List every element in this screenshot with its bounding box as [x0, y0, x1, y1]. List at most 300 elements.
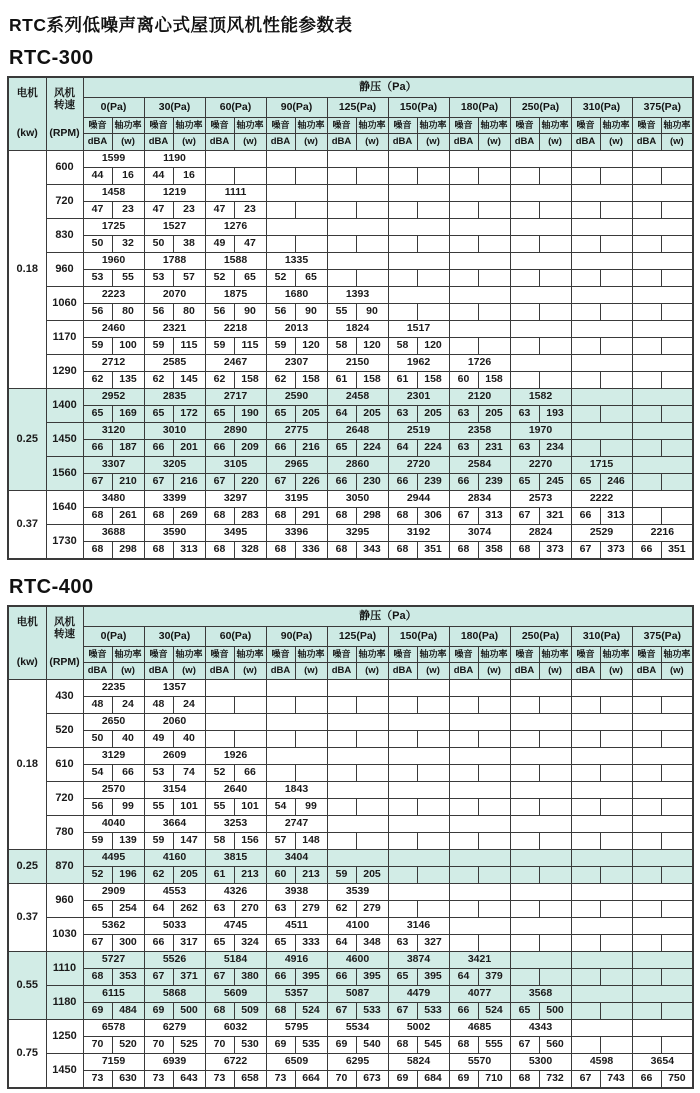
- shaft-power-header-8: 轴功率: [600, 118, 632, 134]
- airflow-cell: [571, 321, 632, 338]
- airflow-cell: 1219: [144, 185, 205, 202]
- noise-cell: [632, 765, 661, 782]
- shaft-power-cell: [417, 202, 449, 219]
- noise-cell: 68: [205, 508, 234, 525]
- shaft-power-cell: [478, 765, 510, 782]
- section-title-rtc-400: RTC-400: [9, 576, 94, 598]
- noise-cell: [632, 969, 661, 986]
- airflow-cell: 3874: [388, 952, 449, 969]
- shaft-power-cell: 224: [356, 440, 388, 457]
- shaft-power-cell: [600, 1003, 632, 1020]
- shaft-power-cell: 484: [112, 1003, 144, 1020]
- shaft-power-cell: 684: [417, 1071, 449, 1089]
- fan-speed-cell: 1060: [46, 287, 83, 321]
- shaft-power-cell: 317: [173, 935, 205, 952]
- noise-power-row: [8, 440, 693, 457]
- fan-speed-cell: 1180: [46, 986, 83, 1020]
- shaft-power-cell: [417, 270, 449, 287]
- header-row-static-pressure: [8, 606, 693, 627]
- noise-unit-header-4: dBA: [327, 663, 356, 680]
- airflow-cell: 1960: [83, 253, 144, 270]
- shaft-power-header-7: 轴功率: [539, 647, 571, 663]
- noise-cell: 69: [266, 1037, 295, 1054]
- noise-cell: 67: [83, 474, 112, 491]
- airflow-cell: [571, 389, 632, 406]
- noise-cell: 67: [144, 969, 173, 986]
- fan-speed-cell: 720: [46, 185, 83, 219]
- airflow-cell: [632, 389, 693, 406]
- airflow-cell: 4598: [571, 1054, 632, 1071]
- airflow-cell: [632, 782, 693, 799]
- noise-cell: [510, 969, 539, 986]
- shaft-power-cell: 710: [478, 1071, 510, 1089]
- shaft-power-cell: 190: [234, 406, 266, 423]
- shaft-power-cell: [417, 765, 449, 782]
- motor-column-header-text: [9, 612, 46, 674]
- airflow-cell: [571, 782, 632, 799]
- motor-column-header: [8, 77, 46, 151]
- noise-unit-header-8: dBA: [571, 134, 600, 151]
- noise-cell: 68: [510, 542, 539, 560]
- airflow-cell: [510, 748, 571, 765]
- shaft-power-cell: [417, 304, 449, 321]
- shaft-power-cell: [478, 270, 510, 287]
- airflow-row: [8, 457, 693, 474]
- shaft-power-cell: 298: [356, 508, 388, 525]
- shaft-power-cell: 135: [112, 372, 144, 389]
- airflow-cell: 1393: [327, 287, 388, 304]
- shaft-power-cell: [600, 202, 632, 219]
- noise-unit-header-1: dBA: [144, 134, 173, 151]
- shaft-power-cell: [661, 168, 693, 185]
- pressure-column-header-9: 375(Pa): [632, 627, 693, 647]
- shaft-power-header-6: 轴功率: [478, 118, 510, 134]
- shaft-power-cell: 16: [112, 168, 144, 185]
- shaft-power-cell: 226: [295, 474, 327, 491]
- noise-cell: 65: [205, 406, 234, 423]
- airflow-cell: 3129: [83, 748, 144, 765]
- noise-cell: [571, 867, 600, 884]
- airflow-cell: 1588: [205, 253, 266, 270]
- page-title: RTC系列低噪声离心式屋顶风机性能参数表: [9, 15, 353, 35]
- airflow-cell: 1680: [266, 287, 327, 304]
- pressure-column-header-8: 310(Pa): [571, 98, 632, 118]
- shaft-power-cell: 148: [295, 833, 327, 850]
- shaft-power-cell: [600, 731, 632, 748]
- shaft-power-cell: 643: [173, 1071, 205, 1089]
- shaft-power-cell: [417, 901, 449, 918]
- shaft-power-cell: [295, 731, 327, 748]
- shaft-power-cell: 65: [295, 270, 327, 287]
- airflow-cell: [510, 782, 571, 799]
- noise-cell: 64: [327, 406, 356, 423]
- shaft-power-cell: [478, 731, 510, 748]
- airflow-cell: [571, 151, 632, 168]
- noise-cell: 67: [205, 474, 234, 491]
- noise-cell: [571, 440, 600, 457]
- noise-cell: 73: [83, 1071, 112, 1089]
- noise-power-row: [8, 168, 693, 185]
- noise-cell: 69: [388, 1071, 417, 1089]
- shaft-power-cell: [478, 168, 510, 185]
- noise-cell: 50: [83, 731, 112, 748]
- shaft-power-cell: [295, 168, 327, 185]
- shaft-power-cell: 224: [417, 440, 449, 457]
- noise-cell: 64: [388, 440, 417, 457]
- noise-cell: 65: [144, 406, 173, 423]
- noise-cell: [632, 372, 661, 389]
- airflow-cell: 5824: [388, 1054, 449, 1071]
- shaft-power-cell: 664: [295, 1071, 327, 1089]
- noise-cell: 49: [144, 731, 173, 748]
- airflow-cell: [632, 151, 693, 168]
- airflow-cell: [266, 748, 327, 765]
- noise-cell: 63: [510, 440, 539, 457]
- noise-cell: 68: [327, 508, 356, 525]
- noise-cell: [388, 236, 417, 253]
- shaft-power-header-4: 轴功率: [356, 647, 388, 663]
- airflow-cell: [510, 918, 571, 935]
- fan-speed-cell: 1450: [46, 423, 83, 457]
- shaft-power-cell: 530: [234, 1037, 266, 1054]
- noise-cell: [449, 202, 478, 219]
- noise-cell: [327, 833, 356, 850]
- airflow-cell: 4479: [388, 986, 449, 1003]
- noise-cell: [571, 236, 600, 253]
- noise-header-3: 噪音: [266, 647, 295, 663]
- pressure-column-header-3: 90(Pa): [266, 98, 327, 118]
- fan-speed-cell: 520: [46, 714, 83, 748]
- shaft-power-cell: [600, 901, 632, 918]
- airflow-cell: 2965: [266, 457, 327, 474]
- static-pressure-header: 静压（Pa）: [83, 77, 693, 98]
- airflow-cell: [327, 850, 388, 867]
- airflow-cell: [205, 714, 266, 731]
- airflow-cell: 3154: [144, 782, 205, 799]
- airflow-cell: 3192: [388, 525, 449, 542]
- shaft-power-cell: 524: [478, 1003, 510, 1020]
- shaft-power-cell: 533: [356, 1003, 388, 1020]
- shaft-power-cell: [600, 372, 632, 389]
- noise-cell: 58: [327, 338, 356, 355]
- airflow-cell: [632, 491, 693, 508]
- airflow-cell: 2573: [510, 491, 571, 508]
- shaft-power-cell: 158: [234, 372, 266, 389]
- shaft-power-cell: 321: [539, 508, 571, 525]
- noise-cell: 68: [388, 1037, 417, 1054]
- noise-cell: [510, 833, 539, 850]
- airflow-cell: [327, 782, 388, 799]
- fan-speed-cell: 960: [46, 884, 83, 918]
- shaft-power-cell: 231: [478, 440, 510, 457]
- shaft-power-cell: [600, 168, 632, 185]
- shaft-power-cell: 520: [112, 1037, 144, 1054]
- shaft-power-cell: [600, 406, 632, 423]
- airflow-cell: 3120: [83, 423, 144, 440]
- airflow-cell: 3307: [83, 457, 144, 474]
- noise-cell: 66: [266, 440, 295, 457]
- noise-cell: 53: [144, 765, 173, 782]
- airflow-cell: 1715: [571, 457, 632, 474]
- noise-cell: 57: [266, 833, 295, 850]
- noise-cell: [388, 833, 417, 850]
- airflow-cell: 3421: [449, 952, 510, 969]
- airflow-cell: [632, 714, 693, 731]
- airflow-cell: 5868: [144, 986, 205, 1003]
- noise-cell: [388, 731, 417, 748]
- noise-cell: [632, 1037, 661, 1054]
- airflow-cell: 1357: [144, 680, 205, 697]
- noise-header-7: 噪音: [510, 647, 539, 663]
- noise-cell: [388, 901, 417, 918]
- airflow-cell: 3195: [266, 491, 327, 508]
- shaft-power-cell: [417, 697, 449, 714]
- shaft-power-cell: 32: [112, 236, 144, 253]
- shaft-power-header-9: 轴功率: [661, 118, 693, 134]
- noise-cell: 61: [388, 372, 417, 389]
- shaft-power-cell: 24: [173, 697, 205, 714]
- shaft-power-cell: [600, 440, 632, 457]
- shaft-power-cell: 209: [234, 440, 266, 457]
- airflow-cell: [571, 355, 632, 372]
- airflow-cell: [510, 253, 571, 270]
- pressure-column-header-8: 310(Pa): [571, 627, 632, 647]
- shaft-power-cell: [661, 474, 693, 491]
- noise-cell: 62: [144, 867, 173, 884]
- noise-power-row: [8, 542, 693, 560]
- airflow-cell: 2570: [83, 782, 144, 799]
- noise-power-row: [8, 833, 693, 850]
- motor-header-line-1: (kw): [16, 655, 38, 668]
- motor-power-cell: 0.75: [8, 1020, 46, 1089]
- shaft-power-cell: [539, 697, 571, 714]
- noise-cell: [388, 304, 417, 321]
- noise-cell: 68: [266, 508, 295, 525]
- shaft-power-cell: 57: [173, 270, 205, 287]
- airflow-cell: 5300: [510, 1054, 571, 1071]
- shaft-power-cell: [600, 867, 632, 884]
- shaft-power-cell: 23: [112, 202, 144, 219]
- airflow-cell: 2223: [83, 287, 144, 304]
- noise-cell: 67: [205, 969, 234, 986]
- airflow-cell: 4343: [510, 1020, 571, 1037]
- shaft-power-cell: 47: [234, 236, 266, 253]
- noise-cell: [632, 901, 661, 918]
- airflow-row: [8, 986, 693, 1003]
- shaft-power-cell: 234: [539, 440, 571, 457]
- noise-cell: [327, 202, 356, 219]
- noise-header-0: 噪音: [83, 118, 112, 134]
- fan-speed-cell: 1290: [46, 355, 83, 389]
- noise-cell: [632, 474, 661, 491]
- shaft-power-cell: [600, 270, 632, 287]
- noise-cell: [449, 765, 478, 782]
- noise-power-row: [8, 765, 693, 782]
- shaft-power-cell: 205: [356, 867, 388, 884]
- shaft-power-cell: [417, 867, 449, 884]
- pressure-column-header-9: 375(Pa): [632, 98, 693, 118]
- noise-header-6: 噪音: [449, 118, 478, 134]
- noise-cell: 69: [449, 1071, 478, 1089]
- noise-cell: [510, 202, 539, 219]
- noise-cell: [571, 833, 600, 850]
- shaft-power-cell: 101: [173, 799, 205, 816]
- airflow-cell: 2835: [144, 389, 205, 406]
- airflow-cell: 2650: [83, 714, 144, 731]
- shaft-power-cell: 66: [234, 765, 266, 782]
- shaft-power-cell: 630: [112, 1071, 144, 1089]
- airflow-cell: 4040: [83, 816, 144, 833]
- shaft-power-cell: [539, 799, 571, 816]
- noise-power-row: [8, 508, 693, 525]
- shaft-power-cell: [539, 731, 571, 748]
- shaft-power-unit-header-9: (w): [661, 663, 693, 680]
- shaft-power-cell: [356, 202, 388, 219]
- airflow-cell: [571, 253, 632, 270]
- shaft-power-header-3: 轴功率: [295, 647, 327, 663]
- noise-cell: [510, 168, 539, 185]
- shaft-power-cell: 540: [356, 1037, 388, 1054]
- airflow-cell: [449, 714, 510, 731]
- noise-cell: [510, 867, 539, 884]
- airflow-cell: 4685: [449, 1020, 510, 1037]
- noise-cell: 67: [571, 542, 600, 560]
- noise-cell: 58: [388, 338, 417, 355]
- noise-power-row: [8, 867, 693, 884]
- noise-cell: [632, 440, 661, 457]
- shaft-power-cell: [478, 833, 510, 850]
- airflow-cell: [327, 253, 388, 270]
- noise-cell: [571, 202, 600, 219]
- shaft-power-cell: [356, 731, 388, 748]
- noise-cell: 47: [83, 202, 112, 219]
- noise-cell: [327, 765, 356, 782]
- shaft-power-unit-header-2: (w): [234, 134, 266, 151]
- airflow-cell: [632, 884, 693, 901]
- noise-cell: [571, 901, 600, 918]
- shaft-power-cell: [661, 833, 693, 850]
- airflow-cell: 2216: [632, 525, 693, 542]
- shaft-power-cell: 90: [295, 304, 327, 321]
- noise-unit-header-0: dBA: [83, 663, 112, 680]
- noise-cell: [632, 867, 661, 884]
- pressure-column-header-4: 125(Pa): [327, 98, 388, 118]
- shaft-power-cell: 525: [173, 1037, 205, 1054]
- shaft-power-unit-header-6: (w): [478, 663, 510, 680]
- airflow-cell: 5087: [327, 986, 388, 1003]
- shaft-power-cell: 40: [112, 731, 144, 748]
- noise-power-row: [8, 1037, 693, 1054]
- fan-speed-header-line-1: 转速: [54, 627, 75, 640]
- noise-cell: [388, 799, 417, 816]
- noise-cell: 68: [449, 542, 478, 560]
- noise-cell: [449, 697, 478, 714]
- airflow-cell: [632, 423, 693, 440]
- noise-cell: [449, 833, 478, 850]
- airflow-cell: [632, 219, 693, 236]
- shaft-power-cell: 348: [356, 935, 388, 952]
- shaft-power-cell: [539, 168, 571, 185]
- shaft-power-header-0: 轴功率: [112, 118, 144, 134]
- noise-cell: 60: [266, 867, 295, 884]
- noise-cell: [571, 969, 600, 986]
- noise-cell: 69: [144, 1003, 173, 1020]
- shaft-power-cell: 187: [112, 440, 144, 457]
- noise-cell: 67: [388, 1003, 417, 1020]
- airflow-row: [8, 748, 693, 765]
- airflow-cell: 2584: [449, 457, 510, 474]
- airflow-cell: 6295: [327, 1054, 388, 1071]
- airflow-cell: 1582: [510, 389, 571, 406]
- airflow-cell: [388, 782, 449, 799]
- shaft-power-cell: [234, 731, 266, 748]
- noise-cell: 66: [144, 935, 173, 952]
- header-row-metric: [8, 118, 693, 134]
- shaft-power-cell: 38: [173, 236, 205, 253]
- shaft-power-cell: 239: [478, 474, 510, 491]
- airflow-cell: [571, 850, 632, 867]
- noise-cell: [266, 168, 295, 185]
- shaft-power-cell: 269: [173, 508, 205, 525]
- airflow-cell: 1458: [83, 185, 144, 202]
- noise-cell: 55: [144, 799, 173, 816]
- airflow-cell: 1335: [266, 253, 327, 270]
- noise-cell: 66: [83, 440, 112, 457]
- header-row-units: [8, 663, 693, 680]
- noise-cell: 68: [205, 542, 234, 560]
- noise-power-row: [8, 474, 693, 491]
- noise-cell: [571, 697, 600, 714]
- fan-speed-cell: 780: [46, 816, 83, 850]
- airflow-cell: 1599: [83, 151, 144, 168]
- noise-unit-header-1: dBA: [144, 663, 173, 680]
- airflow-cell: [510, 287, 571, 304]
- noise-cell: 70: [205, 1037, 234, 1054]
- airflow-cell: [327, 680, 388, 697]
- shaft-power-cell: [356, 765, 388, 782]
- noise-cell: 52: [205, 765, 234, 782]
- noise-cell: 65: [205, 935, 234, 952]
- noise-cell: [449, 731, 478, 748]
- airflow-cell: 2890: [205, 423, 266, 440]
- airflow-cell: 3539: [327, 884, 388, 901]
- shaft-power-cell: 291: [295, 508, 327, 525]
- airflow-cell: 1875: [205, 287, 266, 304]
- noise-cell: 68: [266, 542, 295, 560]
- airflow-cell: 6939: [144, 1054, 205, 1071]
- shaft-power-cell: 158: [417, 372, 449, 389]
- noise-cell: [449, 867, 478, 884]
- airflow-cell: 2952: [83, 389, 144, 406]
- shaft-power-unit-header-9: (w): [661, 134, 693, 151]
- noise-cell: [632, 236, 661, 253]
- airflow-row: [8, 321, 693, 338]
- airflow-cell: [449, 680, 510, 697]
- airflow-cell: [449, 748, 510, 765]
- noise-cell: [449, 304, 478, 321]
- noise-cell: 64: [449, 969, 478, 986]
- airflow-cell: 4916: [266, 952, 327, 969]
- fan-speed-cell: 430: [46, 680, 83, 714]
- airflow-cell: 3654: [632, 1054, 693, 1071]
- shaft-power-cell: 545: [417, 1037, 449, 1054]
- shaft-power-header-3: 轴功率: [295, 118, 327, 134]
- noise-cell: [632, 338, 661, 355]
- noise-cell: 68: [83, 542, 112, 560]
- noise-cell: 69: [327, 1037, 356, 1054]
- airflow-cell: 1843: [266, 782, 327, 799]
- noise-cell: [449, 901, 478, 918]
